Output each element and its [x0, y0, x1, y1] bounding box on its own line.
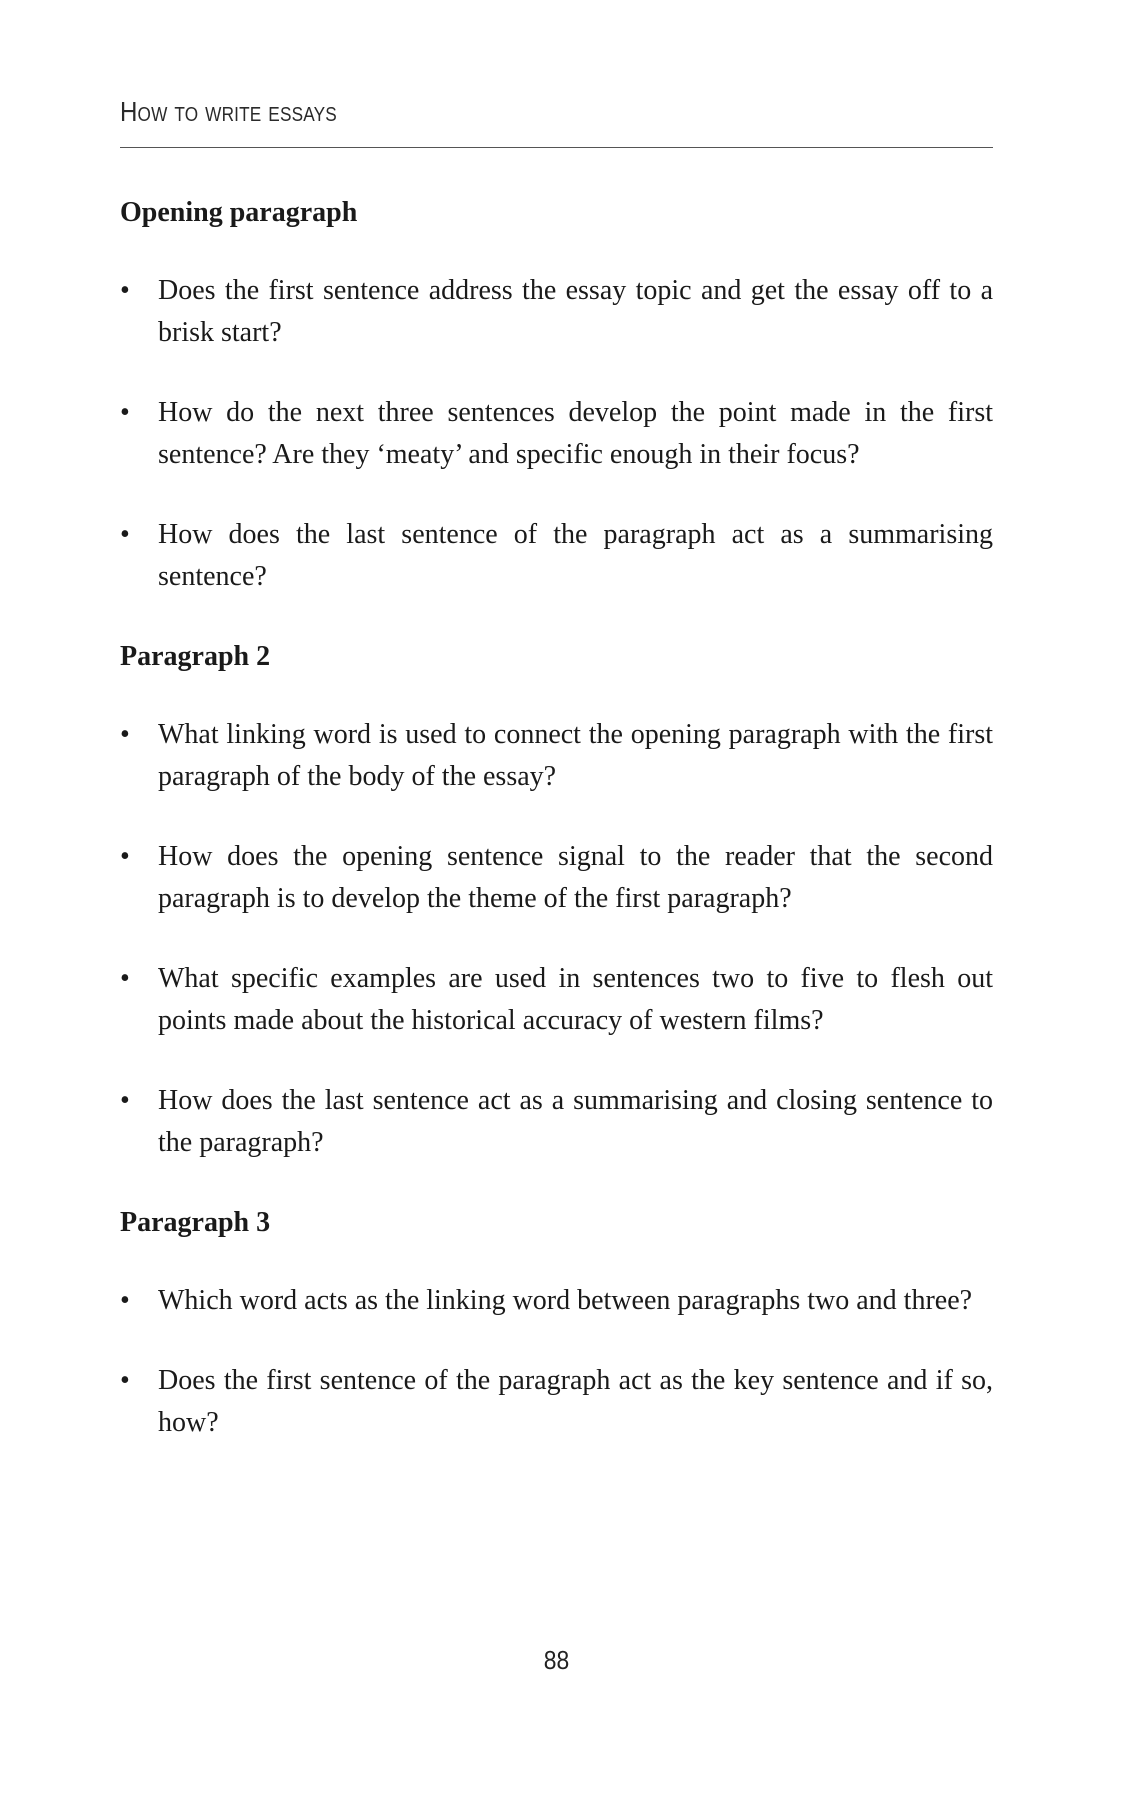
list-item: • What specific examples are used in sentences two to five to flesh out points made about the historical accuracy of western films? [120, 958, 993, 1042]
list-item: • Does the first sentence of the paragraph act as the key sentence and if so, how? [120, 1360, 993, 1444]
book-page [120, 0, 993, 1800]
question-list [120, 270, 993, 598]
page-body [120, 192, 993, 1482]
list-item: • Does the first sentence address the essay topic and get the essay off to a brisk start? [120, 270, 993, 354]
section-paragraph-2 [120, 636, 993, 1164]
list-item: • How does the opening sentence signal to the reader that the second paragraph is to develop the theme of the first paragraph? [120, 836, 993, 920]
page-number: 88 [543, 1645, 570, 1675]
list-item: • Which word acts as the linking word between paragraphs two and three? [120, 1280, 993, 1322]
list-item: • What linking word is used to connect the opening paragraph with the first paragraph of the body of the essay? [120, 714, 993, 798]
running-head: How to write essays [120, 96, 337, 127]
question-list [120, 1280, 993, 1444]
section-heading: Paragraph 2 [120, 641, 271, 672]
section-heading: Opening paragraph [120, 197, 358, 228]
question-list [120, 714, 993, 1164]
header-rule [120, 147, 993, 148]
list-item: • How do the next three sentences develop the point made in the first sentence? Are they ‘meaty’ and specific enough in their focus? [120, 392, 993, 476]
list-item: • How does the last sentence of the paragraph act as a summarising sentence? [120, 514, 993, 598]
list-item: • How does the last sentence act as a summarising and closing sentence to the paragraph? [120, 1080, 993, 1164]
section-opening-paragraph [120, 192, 993, 598]
section-heading: Paragraph 3 [120, 1207, 271, 1238]
section-paragraph-3 [120, 1202, 993, 1444]
